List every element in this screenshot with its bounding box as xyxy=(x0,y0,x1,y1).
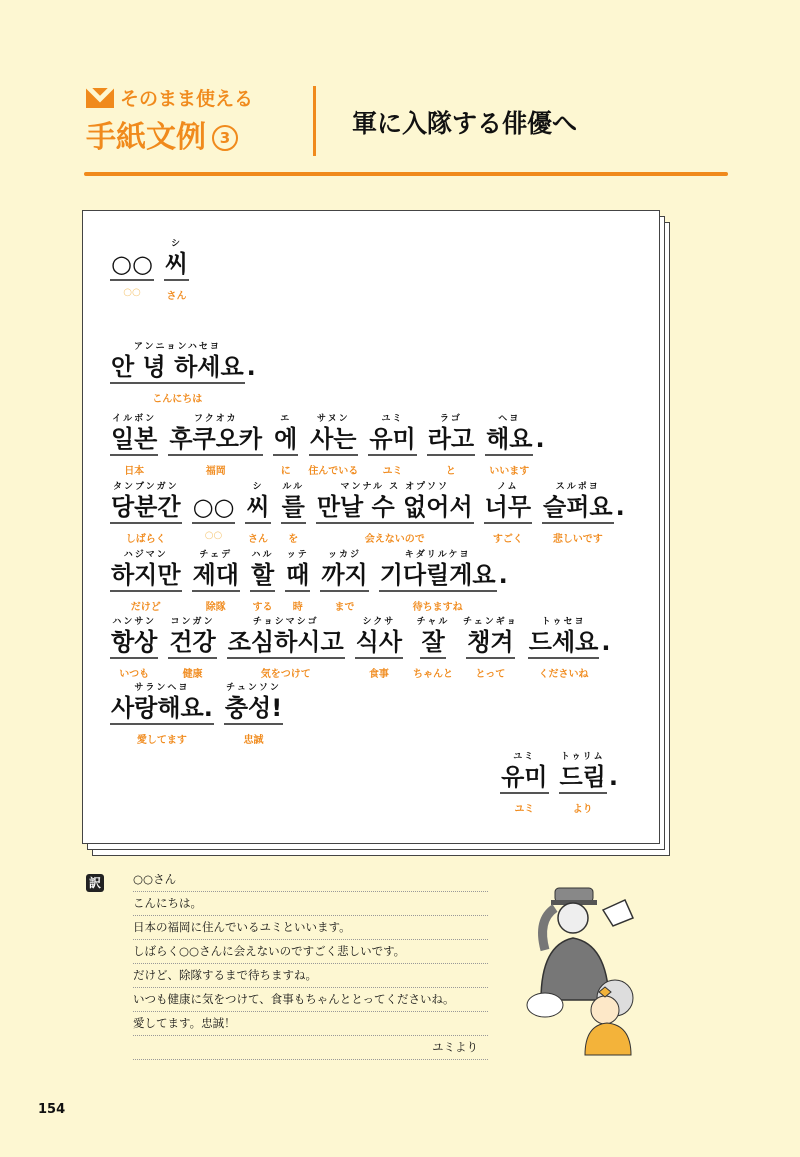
japanese-gloss: 忠誠 xyxy=(243,735,264,746)
japanese-gloss: さん xyxy=(166,291,187,302)
ruby-reading: ハジマン xyxy=(123,550,168,560)
soldier-illustration xyxy=(515,880,655,1060)
ruby-reading: イルボン xyxy=(112,414,157,424)
phrase xyxy=(110,549,182,613)
japanese-gloss: ちゃんと xyxy=(413,669,454,680)
phrase xyxy=(245,481,270,545)
japanese-gloss: に xyxy=(280,466,291,477)
korean-text: 건강 xyxy=(168,628,216,659)
letter-line xyxy=(110,682,283,746)
ruby-reading: シ xyxy=(252,482,264,492)
japanese-gloss: と xyxy=(445,466,456,477)
phrase xyxy=(110,616,158,680)
japanese-gloss: 悲しいです xyxy=(552,534,603,545)
korean-text: 너무 xyxy=(484,493,532,524)
phrase xyxy=(164,238,189,302)
ruby-reading: トゥリム xyxy=(560,752,605,762)
phrase xyxy=(192,549,240,613)
korean-text: 기다릴게요 xyxy=(379,561,497,592)
korean-text: 유미 xyxy=(500,763,548,794)
japanese-gloss: ○○ xyxy=(123,287,141,298)
phrase xyxy=(320,549,368,613)
korean-text: 유미 xyxy=(368,425,416,456)
japanese-gloss: ○○ xyxy=(204,530,223,541)
punctuation: . xyxy=(535,425,545,453)
phrase xyxy=(368,413,416,477)
japanese-gloss: こんにちは xyxy=(152,394,203,405)
ruby-reading: マンナル ス オプソソ xyxy=(340,482,450,492)
japanese-gloss: 会えないので xyxy=(364,534,425,545)
korean-text: ○○ xyxy=(192,493,236,524)
punctuation: . xyxy=(246,353,256,381)
phrase xyxy=(110,481,182,545)
phrase xyxy=(224,682,283,746)
japanese-gloss: くださいね xyxy=(538,669,589,680)
translation-line: しばらく○○さんに会えないのですごく悲しいです。 xyxy=(133,940,488,964)
japanese-gloss: 日本 xyxy=(124,466,145,477)
ruby-reading: ユミ xyxy=(513,752,536,762)
korean-text: 제대 xyxy=(192,561,240,592)
phrase xyxy=(559,751,607,815)
page-number: 154 xyxy=(38,1102,66,1117)
japanese-gloss: すごく xyxy=(492,534,523,545)
translation-line: だけど、除隊するまで待ちますね。 xyxy=(133,964,488,988)
phrase xyxy=(500,751,548,815)
japanese-gloss: とって xyxy=(475,669,506,680)
korean-text: 안 녕 하세요 xyxy=(110,353,245,384)
korean-text: 까지 xyxy=(320,561,368,592)
phrase xyxy=(281,481,306,545)
punctuation: . xyxy=(608,763,618,791)
phrase xyxy=(308,413,358,477)
ruby-reading: ラゴ xyxy=(439,414,462,424)
ruby-reading: ッカジ xyxy=(327,550,361,560)
korean-text: 해요 xyxy=(485,425,533,456)
phrase xyxy=(316,481,474,545)
phrase xyxy=(484,481,532,545)
japanese-gloss: いいます xyxy=(489,466,530,477)
ruby-reading: チョシマシゴ xyxy=(252,617,319,627)
korean-text: 만날 수 없어서 xyxy=(316,493,474,524)
korean-text: 당분간 xyxy=(110,493,182,524)
korean-text: 드림 xyxy=(559,763,607,794)
phrase xyxy=(485,413,533,477)
japanese-gloss: 待ちますね xyxy=(412,602,463,613)
letter-line xyxy=(110,481,625,545)
letter-line xyxy=(110,413,545,477)
japanese-gloss: まで xyxy=(334,602,355,613)
korean-text: 후쿠오카 xyxy=(168,425,263,456)
punctuation: . xyxy=(601,628,611,656)
letter-line xyxy=(110,238,189,302)
korean-text: 를 xyxy=(281,493,306,524)
korean-text: 슬퍼요 xyxy=(542,493,614,524)
korean-text: 라고 xyxy=(427,425,475,456)
korean-text: 드세요 xyxy=(528,628,600,659)
letter-line xyxy=(110,549,508,613)
ruby-reading: ヘヨ xyxy=(498,414,521,424)
ruby-reading: サランヘヨ xyxy=(134,683,190,693)
korean-text: 할 xyxy=(250,561,275,592)
ruby-reading: ノム xyxy=(497,482,519,492)
japanese-gloss: さん xyxy=(248,534,269,545)
ruby-reading: チュンソン xyxy=(226,683,281,693)
ruby-reading: ッテ xyxy=(286,550,309,560)
ruby-reading: チャル xyxy=(416,617,450,627)
korean-text: 사랑해요. xyxy=(110,694,214,725)
letter-line xyxy=(110,341,256,405)
ruby-reading: シ xyxy=(170,239,182,249)
phrase xyxy=(110,341,245,405)
korean-text: 챙겨 xyxy=(466,628,514,659)
korean-text: 에 xyxy=(273,425,298,456)
korean-text: 항상 xyxy=(110,628,158,659)
korean-text: 사는 xyxy=(309,425,357,456)
korean-text: 잘 xyxy=(420,628,445,659)
ruby-reading: ルル xyxy=(282,482,305,492)
translation-line: ○○さん xyxy=(133,868,488,892)
ruby-reading: トゥセヨ xyxy=(541,617,586,627)
section-title xyxy=(86,112,238,156)
phrase xyxy=(168,413,263,477)
translation-line: こんにちは。 xyxy=(133,892,488,916)
phrase xyxy=(110,238,154,298)
korean-text: 씨 xyxy=(245,493,270,524)
phrase xyxy=(227,616,345,680)
header-rule xyxy=(84,172,728,176)
phrase xyxy=(542,481,614,545)
ruby-reading: ハンサン xyxy=(112,617,156,627)
ruby-reading: タンブンガン xyxy=(112,482,179,492)
ruby-reading: ハル xyxy=(251,550,274,560)
ruby-reading: キダリルケヨ xyxy=(404,550,471,560)
japanese-gloss: 愛してます xyxy=(136,735,187,746)
japanese-gloss: しばらく xyxy=(125,534,166,545)
phrase xyxy=(250,549,275,613)
ruby-reading: ユミ xyxy=(381,414,404,424)
korean-text: 때 xyxy=(285,561,310,592)
korean-text: 일본 xyxy=(110,425,158,456)
japanese-gloss: 除隊 xyxy=(205,602,226,613)
japanese-gloss: する xyxy=(252,602,273,613)
divider xyxy=(313,86,316,156)
page-topic: 軍に入隊する俳優へ xyxy=(352,109,578,138)
ruby-reading: フクオカ xyxy=(194,414,238,424)
korean-text: ○○ xyxy=(110,250,154,281)
japanese-gloss: 時 xyxy=(292,602,303,613)
translation-line: 日本の福岡に住んでいるユミといいます。 xyxy=(133,916,488,940)
phrase xyxy=(413,616,453,680)
ruby-reading: シクサ xyxy=(362,617,396,627)
korean-text: 충성! xyxy=(224,694,283,725)
japanese-gloss: だけど xyxy=(130,602,161,613)
ruby-reading: コンガン xyxy=(170,617,215,627)
korean-text: 조심하시고 xyxy=(227,628,345,659)
japanese-gloss: 気をつけて xyxy=(260,669,311,680)
japanese-gloss: 食事 xyxy=(368,669,389,680)
punctuation: . xyxy=(498,561,508,589)
translation-line: 愛してます。忠誠！ xyxy=(133,1012,488,1036)
korean-text: 하지만 xyxy=(110,561,182,592)
envelope-icon xyxy=(86,88,114,108)
ruby-reading: スルポヨ xyxy=(555,482,600,492)
title-text: 手紙文例 xyxy=(86,120,206,155)
phrase xyxy=(285,549,310,613)
ruby-reading: サヌン xyxy=(317,414,350,424)
phrase xyxy=(528,616,600,680)
section-label xyxy=(86,84,253,111)
ruby-reading: チェンギョ xyxy=(463,617,518,627)
phrase xyxy=(355,616,403,680)
japanese-gloss: より xyxy=(572,804,593,815)
ruby-reading: チェデ xyxy=(199,550,233,560)
japanese-gloss: ユミ xyxy=(382,466,403,477)
phrase xyxy=(379,549,497,613)
korean-text: 식사 xyxy=(355,628,403,659)
example-number: 3 xyxy=(212,125,238,151)
phrase xyxy=(273,413,298,477)
phrase xyxy=(427,413,475,477)
letter-line xyxy=(500,751,618,815)
japanese-gloss: 住んでいる xyxy=(308,466,359,477)
japanese-gloss: いつも xyxy=(119,669,150,680)
translation-icon: 訳 xyxy=(86,874,104,892)
phrase xyxy=(192,481,236,541)
korean-text: 씨 xyxy=(164,250,189,281)
letter-line xyxy=(110,616,610,680)
japanese-gloss: 健康 xyxy=(182,669,203,680)
phrase xyxy=(168,616,216,680)
japanese-gloss: を xyxy=(288,534,299,545)
phrase xyxy=(110,682,214,746)
subtitle: そのまま使える xyxy=(120,88,254,110)
ruby-reading: エ xyxy=(280,414,292,424)
punctuation: . xyxy=(615,493,625,521)
translation-line: ユミより xyxy=(133,1036,488,1060)
phrase xyxy=(110,413,158,477)
japanese-gloss: ユミ xyxy=(514,804,535,815)
phrase xyxy=(463,616,518,680)
ruby-reading: アンニョンハセヨ xyxy=(133,342,221,352)
translation-line: いつも健康に気をつけて、食事もちゃんととってくださいね。 xyxy=(133,988,488,1012)
translation-block xyxy=(133,868,488,1060)
japanese-gloss: 福岡 xyxy=(205,466,226,477)
